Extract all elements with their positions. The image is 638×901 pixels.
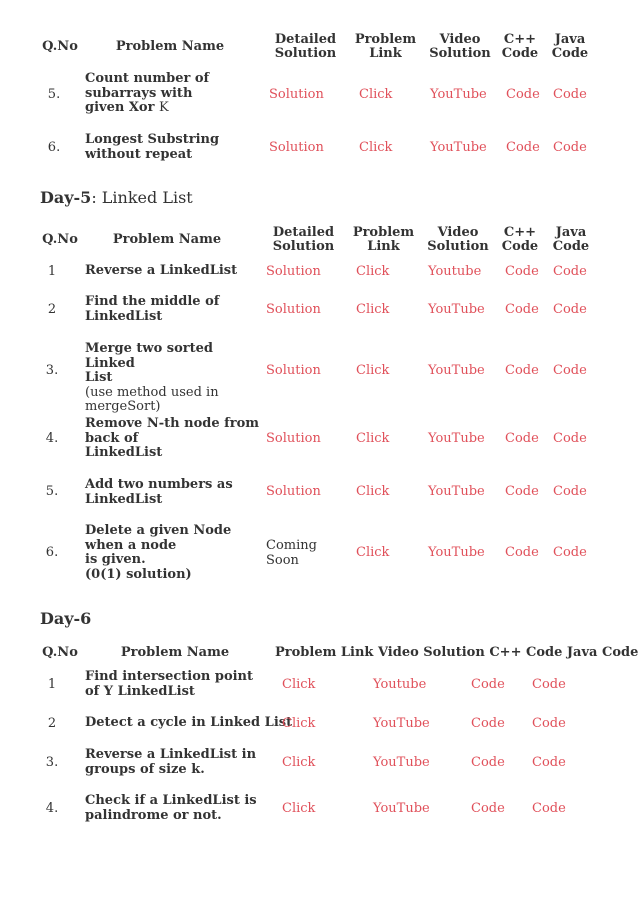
row-qno: 5.	[47, 87, 61, 102]
video-link[interactable]: YouTube	[428, 363, 485, 378]
row-qno: 1	[47, 264, 57, 279]
problem-name: Longest Substring without repeat	[85, 132, 220, 162]
problem-name: Find the middle of LinkedList	[85, 294, 220, 324]
solution-coming-soon: Coming Soon	[266, 538, 317, 568]
header-video-solution: Video Solution	[429, 32, 491, 61]
row-qno: 4.	[45, 801, 59, 816]
video-link[interactable]: YouTube	[373, 801, 430, 816]
problem-name: Add two numbers as LinkedList	[85, 477, 233, 507]
problem-name: Remove N-th node from back of LinkedList	[85, 416, 259, 460]
video-link[interactable]: YouTube	[428, 484, 485, 499]
header-java-code: Java Code	[552, 225, 590, 254]
row-qno: 4.	[45, 431, 59, 446]
row-qno: 5.	[45, 484, 59, 499]
java-code-link[interactable]: Code	[553, 363, 587, 378]
cpp-code-link[interactable]: Code	[505, 484, 539, 499]
problem-name: Delete a given Node when a node is given. (0(1) solution)	[85, 523, 232, 582]
java-code-link[interactable]: Code	[532, 677, 566, 692]
solution-link[interactable]: Solution	[266, 264, 321, 279]
header-cpp-code: C++ Code	[501, 32, 539, 61]
problem-link[interactable]: Click	[356, 264, 390, 279]
header-qno: Q.No	[42, 39, 78, 54]
row-qno: 3.	[45, 363, 59, 378]
java-code-link[interactable]: Code	[532, 801, 566, 816]
problem-name: Reverse a LinkedList	[85, 263, 238, 278]
header-problem-link: Problem Link	[354, 32, 417, 61]
header-video-solution: Video Solution	[427, 225, 489, 254]
java-code-link[interactable]: Code	[553, 264, 587, 279]
cpp-code-link[interactable]: Code	[506, 140, 540, 155]
header-links-row: Problem Link Video Solution C++ Code Java Code	[275, 645, 638, 660]
java-code-link[interactable]: Code	[553, 140, 587, 155]
header-problem-name: Problem Name	[112, 232, 222, 247]
video-link[interactable]: Youtube	[373, 677, 427, 692]
java-code-link[interactable]: Code	[553, 431, 587, 446]
cpp-code-link[interactable]: Code	[505, 302, 539, 317]
java-code-link[interactable]: Code	[553, 545, 587, 560]
solution-link[interactable]: Solution	[269, 87, 324, 102]
row-qno: 6.	[47, 140, 61, 155]
row-qno: 2	[47, 302, 57, 317]
problem-link[interactable]: Click	[359, 87, 393, 102]
java-code-link[interactable]: Code	[553, 87, 587, 102]
problem-link[interactable]: Click	[282, 677, 316, 692]
problem-link[interactable]: Click	[356, 302, 390, 317]
problem-link[interactable]: Click	[282, 801, 316, 816]
problem-name: Detect a cycle in Linked List	[85, 715, 293, 730]
problem-link[interactable]: Click	[356, 484, 390, 499]
problem-link[interactable]: Click	[282, 755, 316, 770]
problem-name: Reverse a LinkedList in groups of size k.	[85, 747, 257, 777]
header-problem-name: Problem Name	[120, 645, 230, 660]
problem-link[interactable]: Click	[356, 363, 390, 378]
row-qno: 3.	[45, 755, 59, 770]
video-link[interactable]: YouTube	[428, 431, 485, 446]
cpp-code-link[interactable]: Code	[505, 264, 539, 279]
video-link[interactable]: YouTube	[373, 755, 430, 770]
cpp-code-link[interactable]: Code	[505, 363, 539, 378]
header-detailed-solution: Detailed Solution	[272, 225, 335, 254]
cpp-code-link[interactable]: Code	[505, 545, 539, 560]
cpp-code-link[interactable]: Code	[471, 677, 505, 692]
cpp-code-link[interactable]: Code	[505, 431, 539, 446]
video-link[interactable]: YouTube	[428, 545, 485, 560]
java-code-link[interactable]: Code	[532, 755, 566, 770]
java-code-link[interactable]: Code	[553, 484, 587, 499]
header-problem-link: Problem Link	[352, 225, 415, 254]
video-link[interactable]: Youtube	[428, 264, 482, 279]
header-problem-name: Problem Name	[115, 39, 225, 54]
problem-name: Check if a LinkedList is palindrome or not.	[85, 793, 257, 823]
problem-name: Find intersection point of Y LinkedList	[85, 669, 254, 699]
video-link[interactable]: YouTube	[430, 87, 487, 102]
solution-link[interactable]: Solution	[266, 363, 321, 378]
video-link[interactable]: YouTube	[373, 716, 430, 731]
day-6-heading: Day-6	[40, 609, 92, 628]
solution-link[interactable]: Solution	[266, 302, 321, 317]
header-qno: Q.No	[42, 645, 78, 660]
problem-name: Merge two sorted Linked List (use method used in mergeSort)	[85, 341, 219, 414]
problem-link[interactable]: Click	[359, 140, 393, 155]
cpp-code-link[interactable]: Code	[506, 87, 540, 102]
row-qno: 6.	[45, 545, 59, 560]
header-java-code: Java Code	[551, 32, 589, 61]
java-code-link[interactable]: Code	[553, 302, 587, 317]
solution-link[interactable]: Solution	[266, 484, 321, 499]
row-qno: 2	[47, 716, 57, 731]
header-qno: Q.No	[42, 232, 78, 247]
day-5-heading: Day-5: Linked List	[40, 188, 193, 207]
video-link[interactable]: YouTube	[430, 140, 487, 155]
solution-link[interactable]: Solution	[269, 140, 324, 155]
cpp-code-link[interactable]: Code	[471, 755, 505, 770]
problem-link[interactable]: Click	[356, 545, 390, 560]
row-qno: 1	[47, 677, 57, 692]
problem-link[interactable]: Click	[356, 431, 390, 446]
header-cpp-code: C++ Code	[501, 225, 539, 254]
cpp-code-link[interactable]: Code	[471, 801, 505, 816]
java-code-link[interactable]: Code	[532, 716, 566, 731]
cpp-code-link[interactable]: Code	[471, 716, 505, 731]
video-link[interactable]: YouTube	[428, 302, 485, 317]
solution-link[interactable]: Solution	[266, 431, 321, 446]
problem-name: Count number of subarrays with given Xor K	[85, 71, 210, 115]
header-detailed-solution: Detailed Solution	[274, 32, 337, 61]
problem-link[interactable]: Click	[282, 716, 316, 731]
